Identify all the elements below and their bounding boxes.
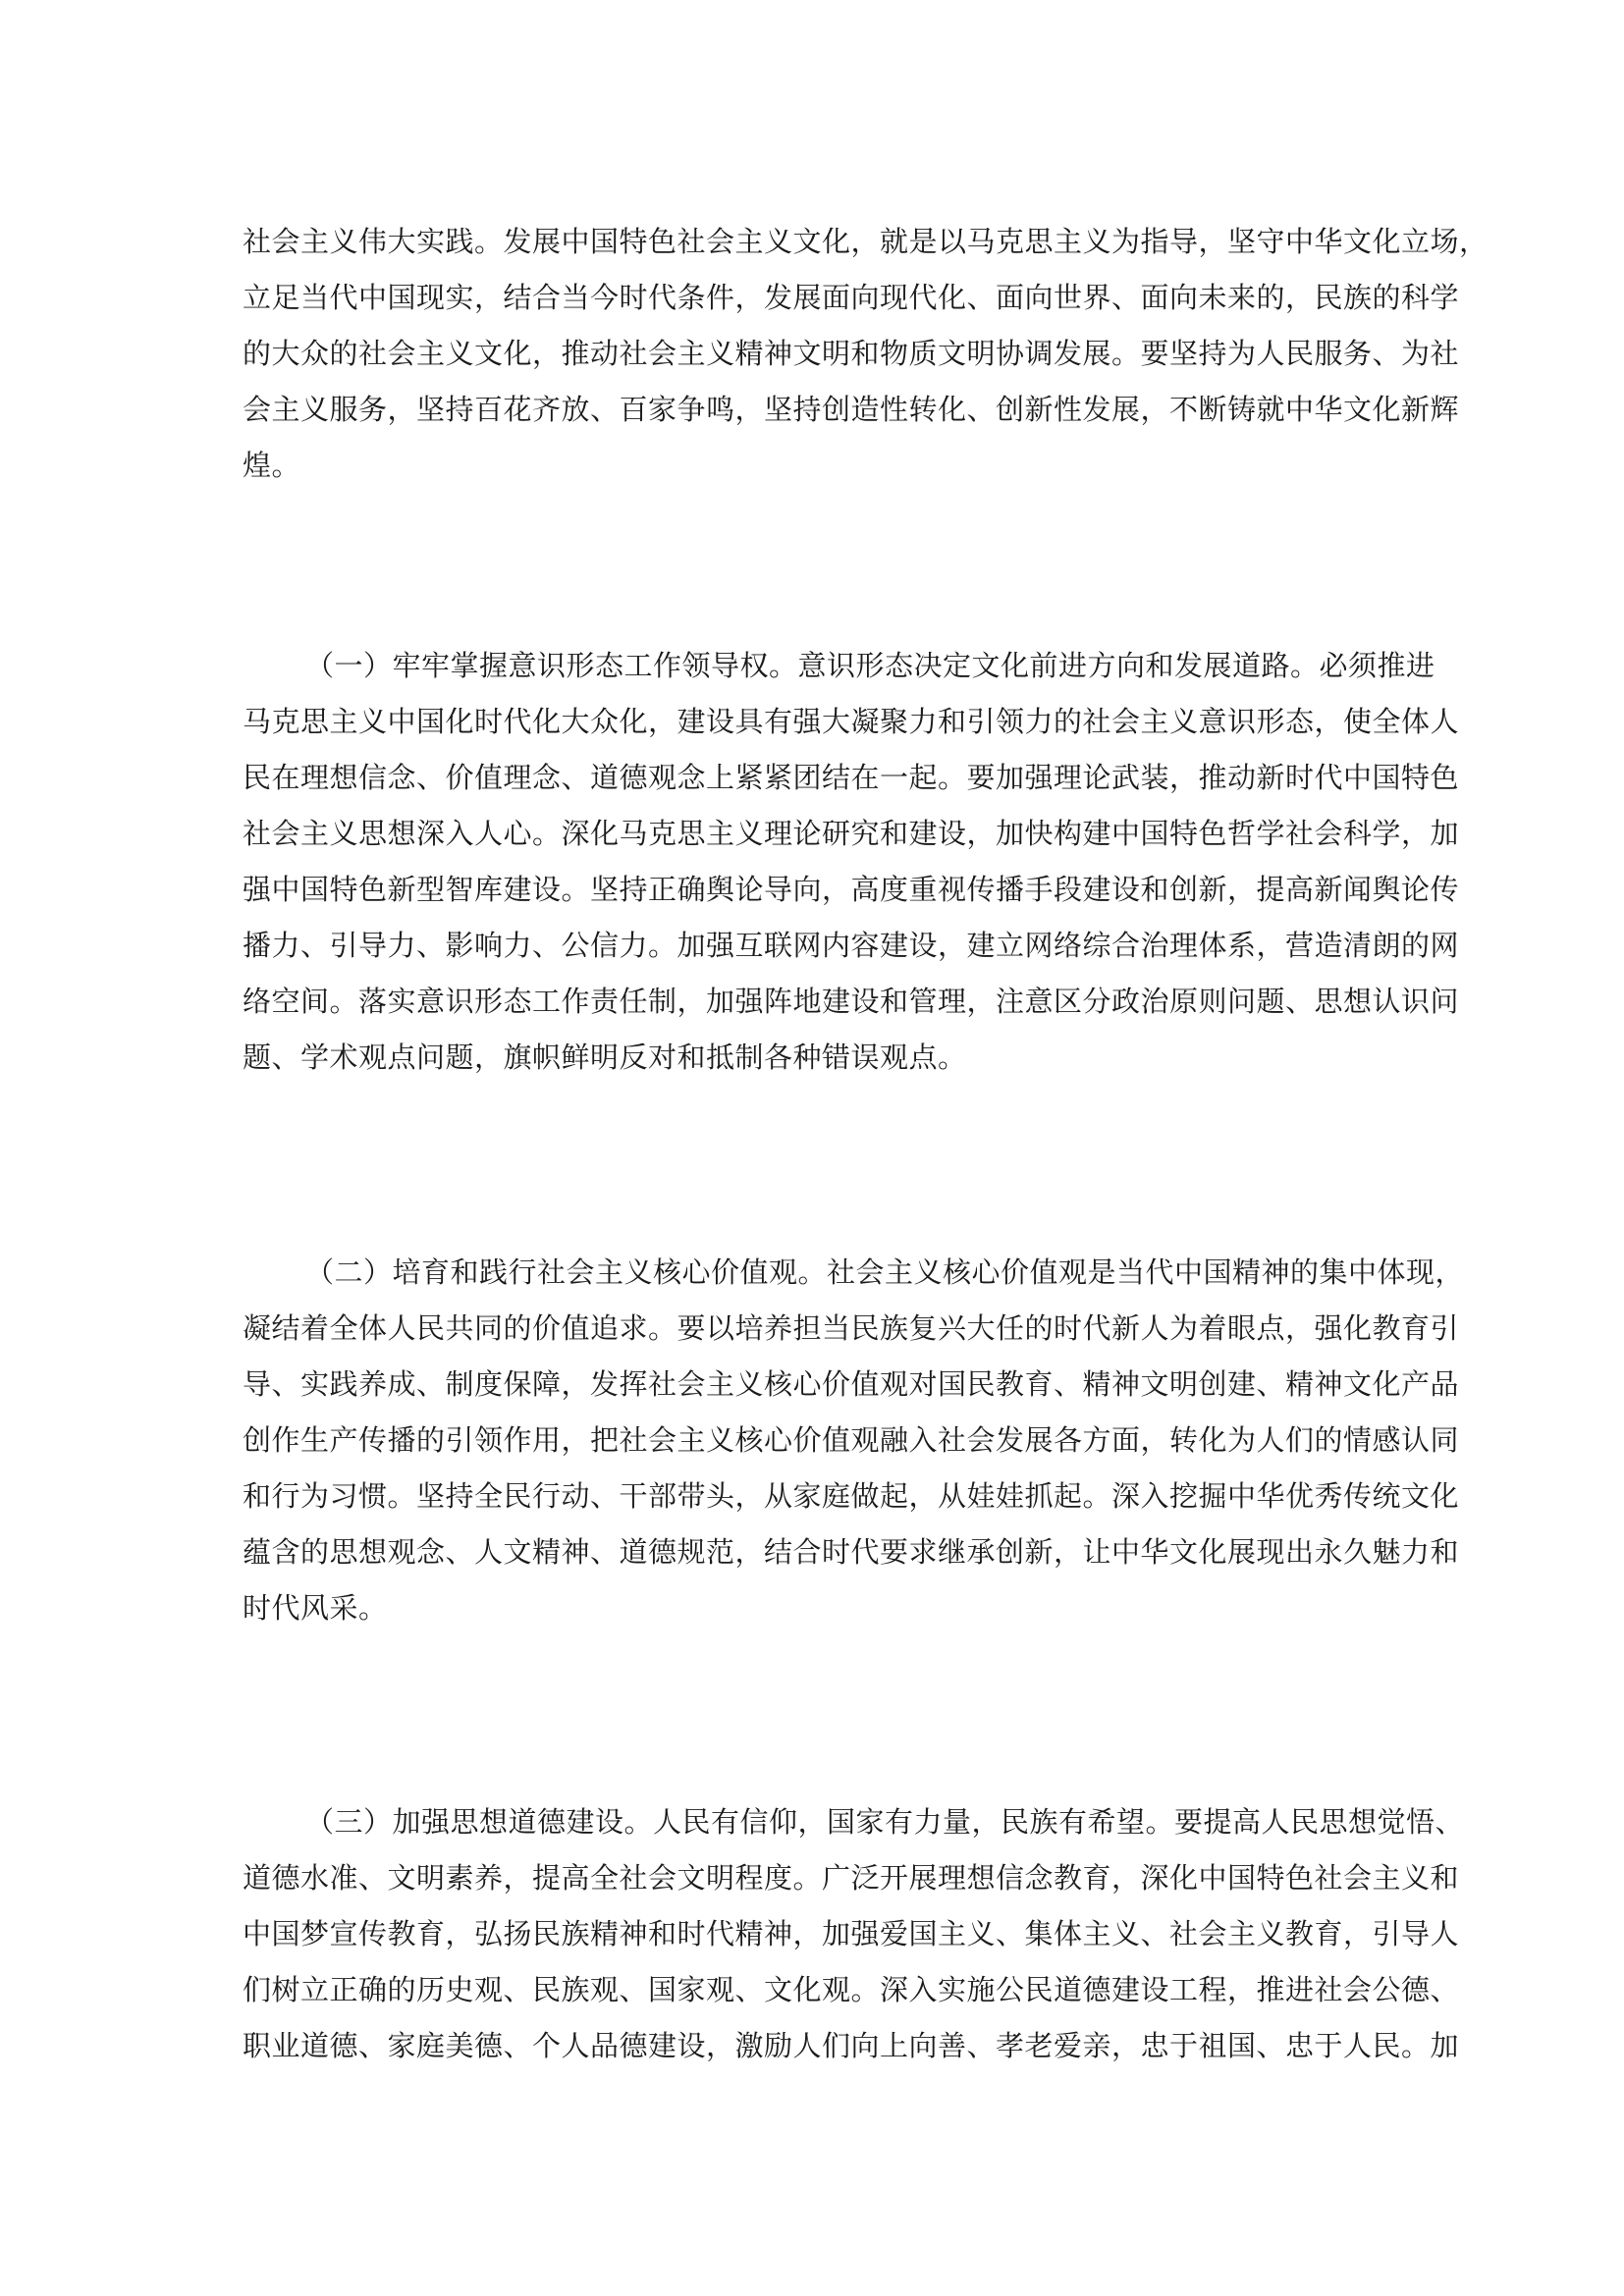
paragraph-section-2 bbox=[243, 1245, 1465, 1636]
paragraph-line: 会主义服务，坚持百花齐放、百家争鸣，坚持创造性转化、创新性发展，不断铸就中华文化新辉 bbox=[243, 393, 1460, 426]
paragraph-line: 社会主义思想深入人心。深化马克思主义理论研究和建设，加快构建中国特色哲学社会科学，加 bbox=[243, 817, 1460, 850]
paragraph-line: 马克思主义中国化时代化大众化，建设具有强大凝聚力和引领力的社会主义意识形态，使全体人 bbox=[243, 705, 1460, 738]
paragraph-section-1 bbox=[243, 638, 1460, 1086]
paragraph-line: 播力、引导力、影响力、公信力。加强互联网内容建设，建立网络综合治理体系，营造清朗的网 bbox=[243, 929, 1460, 962]
paragraph-line: 社会主义伟大实践。发展中国特色社会主义文化，就是以马克思主义为指导，坚守中华文化立场， bbox=[243, 225, 1489, 258]
paragraph-line: 强中国特色新型智库建设。坚持正确舆论导向，高度重视传播手段建设和创新，提高新闻舆论传 bbox=[243, 873, 1460, 906]
paragraph-line: 立足当代中国现实，结合当今时代条件，发展面向现代化、面向世界、面向未来的，民族的科学 bbox=[243, 281, 1460, 314]
paragraph-heading-line: （三）加强思想道德建设。人民有信仰，国家有力量，民族有希望。要提高人民思想觉悟、 bbox=[305, 1805, 1465, 1839]
paragraph-line: 创作生产传播的引领作用，把社会主义核心价值观融入社会发展各方面，转化为人们的情感认同 bbox=[243, 1423, 1460, 1457]
paragraph-line: 时代风采。 bbox=[243, 1591, 388, 1625]
paragraph-section-3 bbox=[243, 1794, 1465, 2074]
paragraph-line: 职业道德、家庭美德、个人品德建设，激励人们向上向善、孝老爱亲，忠于祖国、忠于人民。加 bbox=[243, 2029, 1460, 2062]
paragraph-line: 煌。 bbox=[243, 449, 301, 482]
paragraph-line: 络空间。落实意识形态工作责任制，加强阵地建设和管理，注意区分政治原则问题、思想认识问 bbox=[243, 985, 1460, 1018]
paragraph-line: 民在理想信念、价值理念、道德观念上紧紧团结在一起。要加强理论武装，推动新时代中国特色 bbox=[243, 761, 1460, 794]
paragraph-heading-line: （二）培育和践行社会主义核心价值观。社会主义核心价值观是当代中国精神的集中体现， bbox=[305, 1255, 1465, 1289]
paragraph-heading-line: （一）牢牢掌握意识形态工作领导权。意识形态决定文化前进方向和发展道路。必须推进 bbox=[305, 649, 1435, 682]
paragraph-line: 中国梦宣传教育，弘扬民族精神和时代精神，加强爱国主义、集体主义、社会主义教育，引导人 bbox=[243, 1917, 1460, 1950]
paragraph-line: 们树立正确的历史观、民族观、国家观、文化观。深入实施公民道德建设工程，推进社会公德、 bbox=[243, 1973, 1460, 2006]
paragraph-line: 蕴含的思想观念、人文精神、道德规范，结合时代要求继承创新，让中华文化展现出永久魅力和 bbox=[243, 1535, 1460, 1569]
paragraph-line: 的大众的社会主义文化，推动社会主义精神文明和物质文明协调发展。要坚持为人民服务、为社 bbox=[243, 337, 1460, 370]
paragraph-line: 凝结着全体人民共同的价值追求。要以培养担当民族复兴大任的时代新人为着眼点，强化教育引 bbox=[243, 1311, 1460, 1345]
paragraph-line: 题、学术观点问题，旗帜鲜明反对和抵制各种错误观点。 bbox=[243, 1041, 967, 1074]
paragraph-line: 和行为习惯。坚持全民行动、干部带头，从家庭做起，从娃娃抓起。深入挖掘中华优秀传统文化 bbox=[243, 1479, 1460, 1513]
paragraph-line: 道德水准、文明素养，提高全社会文明程度。广泛开展理想信念教育，深化中国特色社会主义和 bbox=[243, 1861, 1460, 1895]
paragraph-line: 导、实践养成、制度保障，发挥社会主义核心价值观对国民教育、精神文明创建、精神文化产品 bbox=[243, 1367, 1460, 1401]
paragraph-intro bbox=[243, 214, 1489, 494]
